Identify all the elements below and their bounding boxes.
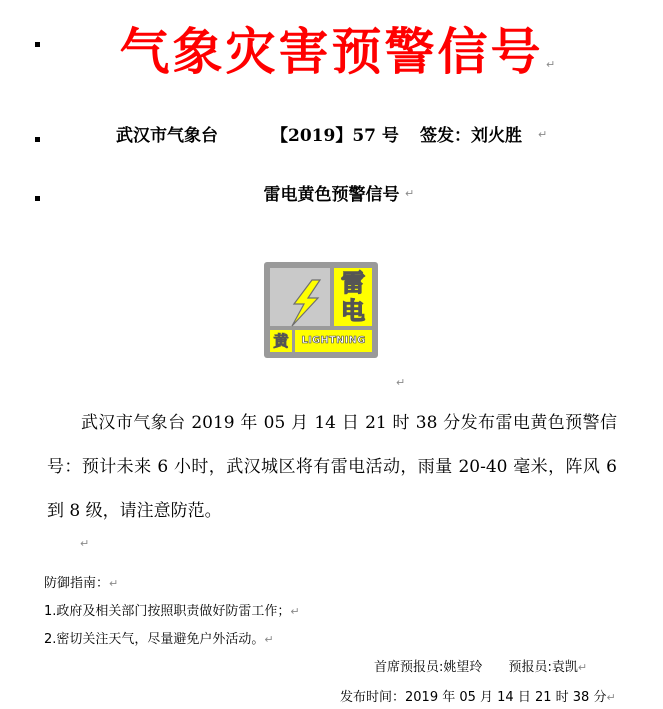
signer: 签发：刘火胜 bbox=[420, 126, 522, 146]
badge-icon-panel bbox=[270, 268, 330, 326]
warning-body-text: 武汉市气象台 2019 年 05 月 14 日 21 时 38 分发布雷电黄色预警信号：预计未来 6 小时，武汉城区将有雷电活动，雨量 20-40 毫米，阵风 6 到 8 级，请注意防范。 bbox=[47, 413, 618, 521]
badge-color-cell bbox=[270, 330, 292, 352]
publish-time-line bbox=[340, 686, 616, 705]
paragraph-mark: ↵ bbox=[109, 577, 119, 590]
paragraph-mark: ↵ bbox=[290, 605, 300, 618]
guidance-heading-text: 防御指南： bbox=[44, 576, 110, 591]
paragraph-mark: ↵ bbox=[577, 661, 588, 674]
publish-time: 发布时间：2019 年 05 月 14 日 21 时 38 分 bbox=[340, 690, 607, 705]
lightning-yellow-warning-badge bbox=[264, 262, 378, 358]
badge-label: LIGHTNING bbox=[301, 335, 366, 346]
paragraph-mark: ↵ bbox=[405, 187, 415, 200]
paragraph-mark: ↵ bbox=[396, 376, 406, 389]
lightning-bolt-icon bbox=[286, 278, 326, 328]
badge-char-thunder: 雷 bbox=[341, 269, 365, 297]
document-title: 气象灾害预警信号 bbox=[119, 22, 544, 81]
paragraph-mark: ↵ bbox=[264, 633, 274, 646]
guidance-item-text: 2.密切关注天气，尽量避免户外活动。 bbox=[44, 632, 265, 647]
badge-char-electric: 电 bbox=[341, 297, 365, 325]
badge-color-char: 黄 bbox=[273, 332, 289, 350]
paragraph-mark: ↵ bbox=[606, 691, 616, 704]
guidance-heading bbox=[44, 572, 118, 591]
badge-label-cell bbox=[295, 330, 372, 352]
guidance-item bbox=[44, 600, 300, 619]
document-number: 【2019】57 号 bbox=[271, 126, 399, 146]
signal-title: 雷电黄色预警信号 bbox=[263, 185, 400, 205]
chief-forecaster: 首席预报员:姚望玲 bbox=[374, 660, 483, 675]
forecaster: 预报员:袁凯 bbox=[508, 660, 578, 675]
paragraph-mark: ↵ bbox=[538, 128, 548, 141]
guidance-item bbox=[44, 628, 274, 647]
issuer-station: 武汉市气象台 bbox=[116, 126, 218, 146]
paragraph-mark: ↵ bbox=[80, 537, 90, 550]
guidance-item-text: 1.政府及相关部门按照职责做好防雷工作； bbox=[44, 604, 291, 619]
bullet-marker bbox=[35, 137, 40, 142]
badge-text-panel bbox=[334, 268, 372, 326]
forecasters-line bbox=[374, 656, 587, 675]
paragraph-mark: ↵ bbox=[546, 58, 556, 71]
